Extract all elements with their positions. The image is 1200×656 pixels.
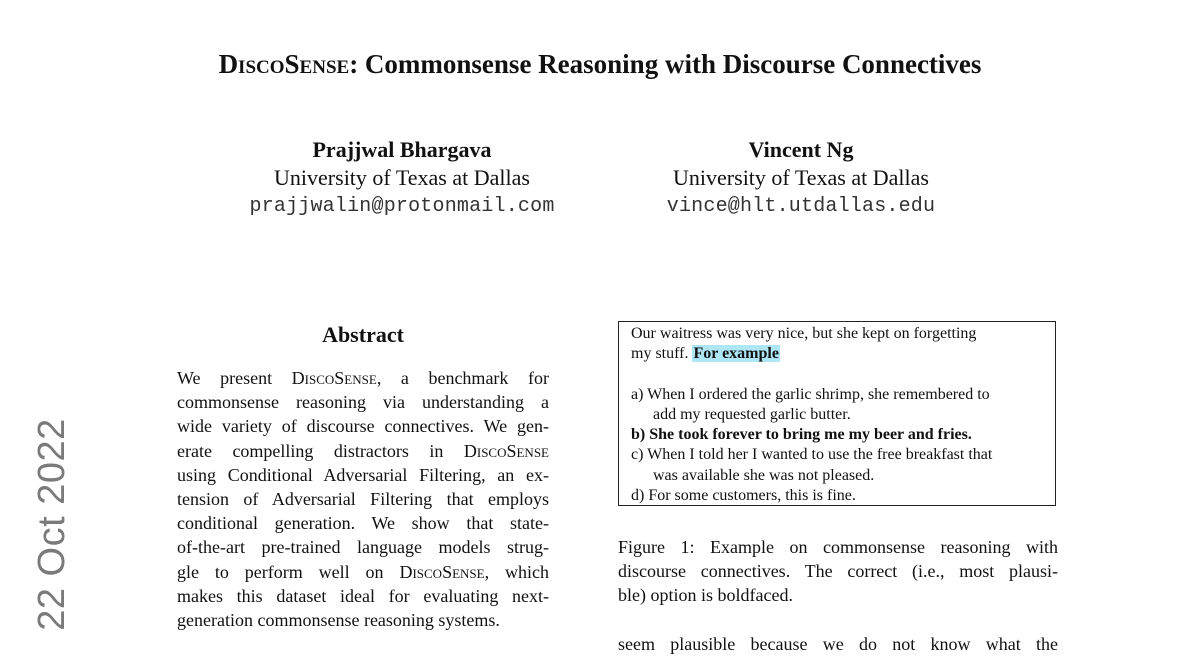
figure-option-line: add my requested garlic butter. <box>653 405 851 423</box>
caption-line: ble) option is boldfaced. <box>618 585 793 606</box>
figure-option-line: c) When I told her I wanted to use the free breakfast that <box>631 446 993 464</box>
abstract-line: generation commonsense reasoning systems. <box>177 610 500 631</box>
figure-context-prefix: my stuff. <box>631 345 693 363</box>
figure-option-line: b) She took forever to bring me my beer and fries. <box>631 426 972 444</box>
figure-option <box>631 385 1043 426</box>
figure-option <box>631 425 1043 445</box>
author-affiliation: University of Texas at Dallas <box>673 165 929 190</box>
author-block-1 <box>222 136 582 222</box>
body-text-cutoff: seem plausible because we do not know what the <box>618 634 1058 654</box>
figure-option-line: was available she was not pleased. <box>653 466 875 484</box>
dataset-name: DiscoSense <box>399 561 485 582</box>
abstract-line: using Conditional Adversarial Filtering, an ex- <box>177 464 549 485</box>
abstract-line: erate compelling distractors in DiscoSense <box>177 440 549 461</box>
abstract-line: commonsense reasoning via understanding a <box>177 392 549 413</box>
arxiv-date-text: 22 Oct 2022 <box>30 417 73 631</box>
title-rest: : Commonsense Reasoning with Discourse Connectives <box>349 49 982 79</box>
figure-option <box>631 486 1043 506</box>
author-email[interactable]: vince@hlt.utdallas.edu <box>666 195 936 218</box>
figure-1-caption <box>618 535 1058 608</box>
author-email[interactable]: prajjwalin@protonmail.com <box>249 195 555 218</box>
author-name: Vincent Ng <box>748 137 854 162</box>
figure-context-line <box>631 344 1043 364</box>
author-block-2 <box>621 136 981 222</box>
title-name-part1: Disco <box>218 49 285 79</box>
abstract-line: wide variety of discourse connectives. We gen- <box>177 416 549 437</box>
figure-gap <box>631 365 1043 385</box>
title-name-part2: Sense <box>284 49 350 79</box>
abstract-line: We present DiscoSense, a benchmark for <box>177 368 549 388</box>
author-affiliation: University of Texas at Dallas <box>274 165 530 190</box>
figure-options-list <box>631 385 1043 507</box>
abstract-heading: Abstract <box>322 322 404 347</box>
connective-highlight: For example <box>693 345 779 363</box>
abstract-line: of-the-art pre-trained language models strug- <box>177 537 549 558</box>
abstract-line: gle to perform well on DiscoSense, which <box>177 561 549 582</box>
figure-context-line: Our waitress was very nice, but she kept on forgetting <box>631 325 977 342</box>
abstract-line: conditional generation. We show that state- <box>177 513 549 534</box>
caption-line: discourse connectives. The correct (i.e., most plausi- <box>618 561 1058 582</box>
dataset-name: DiscoSense <box>291 368 377 388</box>
abstract-line: tension of Adversarial Filtering that employs <box>177 489 549 510</box>
arxiv-date-stamp <box>30 417 74 631</box>
abstract-body <box>177 366 549 632</box>
author-name: Prajjwal Bhargava <box>312 137 492 162</box>
figure-option <box>631 445 1043 486</box>
abstract-line: makes this dataset ideal for evaluating next- <box>177 585 549 606</box>
figure-option-line: a) When I ordered the garlic shrimp, she remembered to <box>631 385 990 403</box>
figure-1-box <box>618 321 1056 506</box>
paper-title <box>0 46 1200 82</box>
figure-option-line: d) For some customers, this is fine. <box>631 487 856 505</box>
dataset-name: DiscoSense <box>463 440 549 461</box>
caption-line: Figure 1: Example on commonsense reasoning with <box>618 537 1058 557</box>
